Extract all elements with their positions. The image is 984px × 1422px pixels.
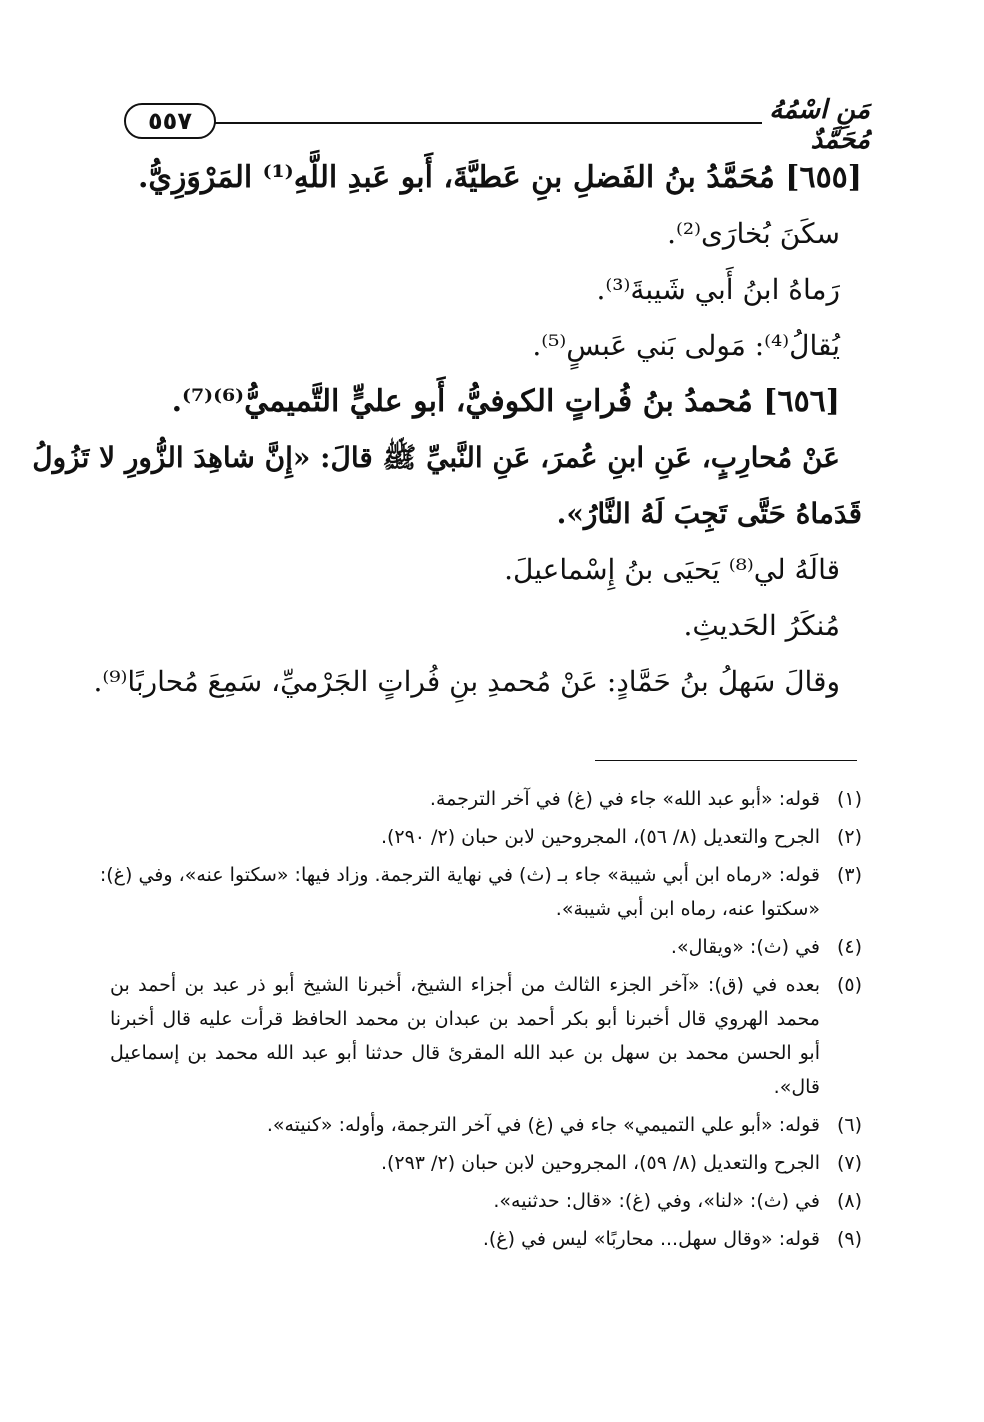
running-title: مَنِ اسْمُهُ مُحَمَّدٌ bbox=[769, 95, 870, 155]
entry-655-heading: [٦٥٥] مُحَمَّدُ بنُ الفَضلِ بنِ عَطيَّةَ، أَبو عَبدِ اللَّهِ⁽¹⁾ المَرْوَزِيُّ. bbox=[137, 160, 862, 195]
page-header bbox=[110, 95, 870, 155]
entry-655-line: سكَنَ بُخارَى⁽²⁾. bbox=[667, 217, 840, 250]
footnote-number: (٧) bbox=[836, 1152, 862, 1174]
footnote-text: الجرح والتعديل (٨/ ٥٩)، المجروحين لابن حبان (٢/ ٢٩٣). bbox=[380, 1152, 820, 1174]
entry-656-heading: [٦٥٦] مُحمدُ بنُ فُراتٍ الكوفيُّ، أَبو عليٍّ التَّميميُّ⁽⁶⁾⁽⁷⁾. bbox=[171, 384, 840, 419]
footnote-text: قوله: «أبو عبد الله» جاء في (غ) في آخر الترجمة. bbox=[429, 788, 820, 810]
footnote-number: (٨) bbox=[836, 1190, 862, 1212]
page-number: ٥٥٧ bbox=[124, 103, 216, 139]
hadith-line: عَنْ مُحارِبٍ، عَنِ ابنِ عُمرَ، عَنِ النَّبيِّ ﷺ قالَ: «إِنَّ شاهِدَ الزُّورِ لا تَزُولُ bbox=[32, 441, 840, 474]
main-text bbox=[32, 150, 862, 710]
footnote bbox=[110, 1146, 862, 1180]
footnote-text: قوله: «وقال سهل... محاربًا» ليس في (غ). bbox=[482, 1228, 820, 1250]
footnote bbox=[110, 820, 862, 854]
entry-656-line: قالَهُ لي⁽⁸⁾ يَحيَى بنُ إِسْماعيلَ. bbox=[504, 553, 840, 586]
footnote bbox=[110, 930, 862, 964]
entry-655-line: يُقالُ⁽⁴⁾: مَولى بَني عَبسٍ⁽⁵⁾. bbox=[532, 329, 840, 362]
footnote bbox=[110, 1184, 862, 1218]
footnote bbox=[110, 1222, 862, 1256]
footnote-number: (٢) bbox=[836, 826, 862, 848]
footnote bbox=[99, 858, 862, 926]
footnote bbox=[110, 968, 862, 1104]
footnote-number: (٤) bbox=[836, 936, 862, 958]
entry-656-line: وقالَ سَهلُ بنُ حَمَّادٍ: عَنْ مُحمدِ بنِ فُراتٍ الجَرْميِّ، سَمِعَ مُحاربًا⁽⁹⁾. bbox=[93, 665, 840, 698]
footnote-number: (٦) bbox=[836, 1114, 862, 1136]
footnotes bbox=[99, 782, 862, 1260]
footnote-text: قال». bbox=[773, 1076, 820, 1098]
footnote bbox=[110, 1108, 862, 1142]
footnote-number: (٣) bbox=[836, 864, 862, 886]
footnote-number: (١) bbox=[836, 788, 862, 810]
footnote-text: في (ث): «ويقال». bbox=[670, 936, 820, 958]
footnote-text: قوله: «رماه ابن أبي شيبة» جاء بـ (ث) في نهاية الترجمة. وزاد فيها: «سكتوا عنه»، وفي (غ): bbox=[99, 864, 820, 886]
footnote-text: «سكتوا عنه، رماه ابن أبي شيبة». bbox=[555, 898, 820, 920]
entry-655-line: رَماهُ ابنُ أَبي شَيبةَ⁽³⁾. bbox=[596, 273, 840, 306]
footnote-text: في (ث): «لنا»، وفي (غ): «قال: حدثنيه». bbox=[493, 1190, 820, 1212]
footnote-number: (٥) bbox=[836, 974, 862, 996]
footnote-separator bbox=[595, 760, 857, 761]
footnote-text: أبو الحسن محمد بن سهل بن عبد الله المقرئ قال حدثنا أبو عبد الله محمد بن إسماعيل bbox=[110, 1042, 820, 1064]
footnote-text: الجرح والتعديل (٨/ ٥٦)، المجروحين لابن حبان (٢/ ٢٩٠). bbox=[380, 826, 820, 848]
footnote-text: قوله: «أبو علي التميمي» جاء في (غ) في آخر الترجمة، وأوله: «كنيته». bbox=[266, 1114, 820, 1136]
entry-656-line: مُنكَرُ الحَديثِ. bbox=[683, 609, 840, 642]
hadith-line: قَدَماهُ حَتَّى تَجِبَ لَهُ النَّارُ». bbox=[556, 497, 862, 530]
footnote-text: بعده في (ق): «آخر الجزء الثالث من أجزاء الشيخ، أخبرنا الشيخ أبو ذر عبد بن أحمد بن bbox=[110, 974, 820, 996]
header-rule bbox=[214, 122, 762, 124]
footnote bbox=[110, 782, 862, 816]
footnote-number: (٩) bbox=[836, 1228, 862, 1250]
footnote-text: محمد الهروي قال أخبرنا أبو بكر أحمد بن عبدان بن محمد الحافظ قرأت عليه قال أخبرنا bbox=[110, 1008, 820, 1030]
